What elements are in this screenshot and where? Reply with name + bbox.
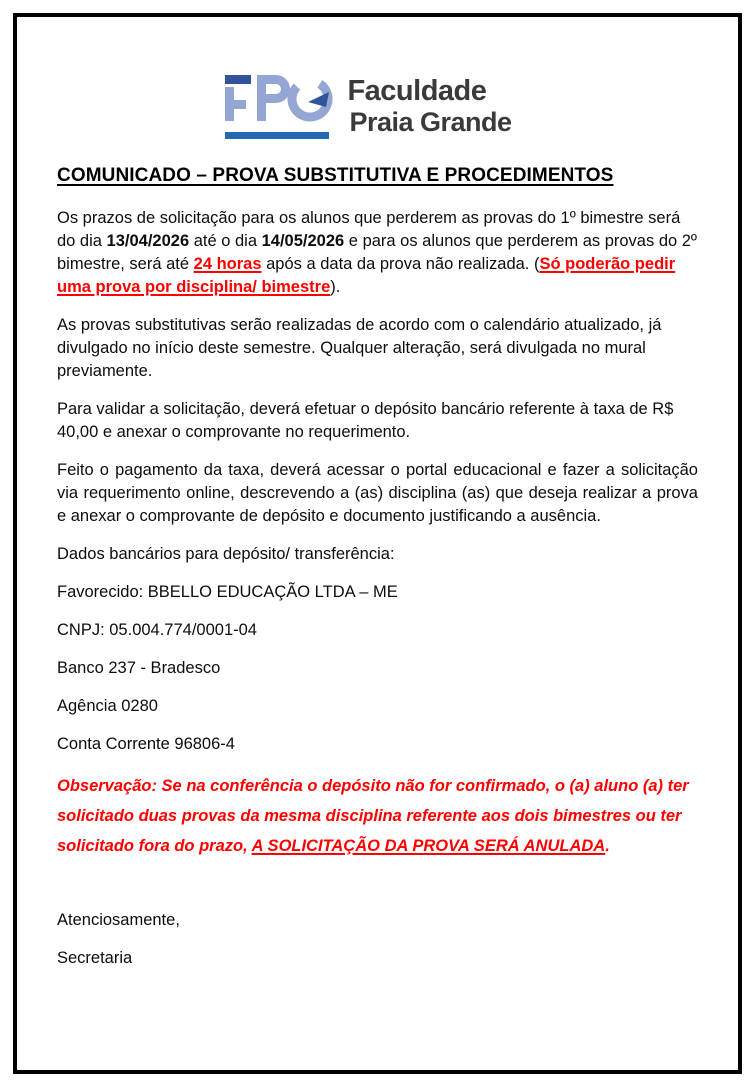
- highlight-24-horas: 24 horas: [193, 255, 262, 273]
- text-run: após a data da prova não realizada. (: [261, 255, 540, 273]
- note-emphasis-anulada: A SOLICITAÇÃO DA PROVA SERÁ ANULADA: [251, 837, 606, 855]
- document-content: [17, 17, 738, 970]
- paragraph-portal: Feito o pagamento da taxa, deverá acessar o portal educacional e fazer a solicitação via requerimento online, descrevendo a (as) disciplina (as) que deseja realizar a prova e anexar o comprovante de depósito e documento justificando a ausência.: [57, 461, 698, 525]
- note-period: .: [605, 837, 610, 855]
- bank-account: Conta Corrente 96806-4: [57, 735, 235, 753]
- bank-beneficiary: Favorecido: BBELLO EDUCAÇÃO LTDA – ME: [57, 583, 398, 601]
- logo-name-line1: Faculdade: [347, 75, 487, 107]
- closing-signature: Secretaria: [57, 949, 133, 967]
- date-end: 14/05/2026: [261, 232, 345, 250]
- paragraph-deadlines: [57, 207, 698, 299]
- highlight-one-per-discipline: Só poderão pedir uma prova por disciplina/ bimestre: [57, 255, 676, 296]
- fpg-logo-icon: [225, 75, 333, 139]
- logo: [39, 75, 698, 139]
- text-run: ).: [330, 278, 341, 296]
- note-paragraph: [57, 771, 698, 861]
- logo-wordmark: [347, 75, 511, 136]
- text-run: Os prazos de solicitação para os alunos que perderem as provas do 1º bimestre será do dia: [57, 209, 681, 250]
- page-title: COMUNICADO – PROVA SUBSTITUTIVA E PROCEDIMENTOS: [57, 165, 614, 186]
- paragraph-calendar: As provas substitutivas serão realizadas de acordo com o calendário atualizado, já divulgado no início deste semestre. Qualquer alteração, será divulgada no mural previamente.: [57, 316, 662, 380]
- bank-intro: Dados bancários para depósito/ transferência:: [57, 545, 395, 563]
- document-page: [13, 13, 742, 1074]
- bank-name: Banco 237 - Bradesco: [57, 659, 221, 677]
- bank-agency: Agência 0280: [57, 697, 158, 715]
- text-run: e para os alunos que perderem as provas do 2º bimestre, será até: [57, 232, 697, 273]
- text-run: até o dia: [189, 232, 262, 250]
- closing-salutation: Atenciosamente,: [57, 911, 180, 929]
- logo-name-line2: Praia Grande: [349, 107, 512, 137]
- date-start: 13/04/2026: [106, 232, 190, 250]
- note-text: Observação: Se na conferência o depósito não for confirmado, o (a) aluno (a) ter solicitado duas provas da mesma disciplina referente aos dois bimestres ou ter solicitado fora do prazo,: [57, 777, 689, 855]
- paragraph-payment: Para validar a solicitação, deverá efetuar o depósito bancário referente à taxa de R$ 40,00 e anexar o comprovante no requerimento.: [57, 400, 674, 441]
- bank-cnpj: CNPJ: 05.004.774/0001-04: [57, 621, 257, 639]
